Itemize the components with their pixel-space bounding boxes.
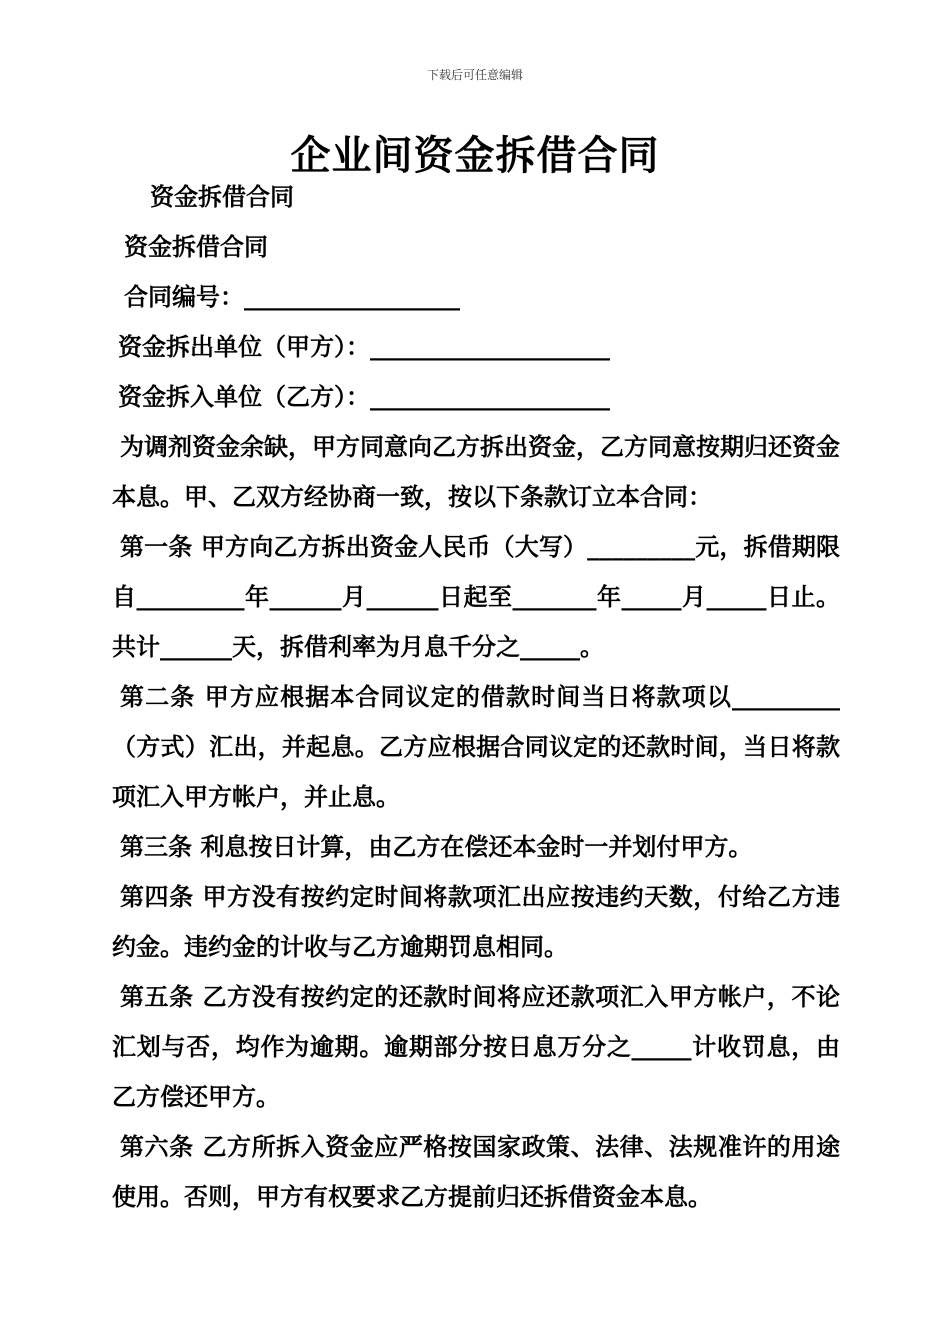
article-3: 第三条 利息按日计算，由乙方在偿还本金时一并划付甲方。 bbox=[120, 833, 753, 861]
article-2: 第二条 甲方应根据本合同议定的借款时间当日将款项以_________（方式）汇出，并起息。乙方应根据合同议定的还款时间，当日将款项汇入甲方帐户，并止息。 bbox=[112, 683, 840, 811]
header-note: 下载后可任意编辑 bbox=[426, 68, 523, 82]
document-subtitle: 资金拆借合同 bbox=[150, 183, 294, 211]
party-b-line: 资金拆入单位（乙方）：____________________ bbox=[118, 383, 610, 411]
document-title: 企业间资金拆借合同 bbox=[290, 133, 660, 179]
document-body bbox=[112, 172, 840, 1222]
article-6: 第六条 乙方所拆入资金应严格按国家政策、法律、法规准许的用途使用。否则，甲方有权要求乙方提前归还拆借资金本息。 bbox=[112, 1133, 840, 1211]
preamble-paragraph: 为调剂资金余缺，甲方同意向乙方拆出资金，乙方同意按期归还资金本息。甲、乙双方经协商一致，按以下条款订立本合同： bbox=[112, 433, 840, 511]
contract-heading: 资金拆借合同 bbox=[124, 233, 268, 261]
article-4: 第四条 甲方没有按约定时间将款项汇出应按违约天数，付给乙方违约金。违约金的计收与乙方逾期罚息相同。 bbox=[112, 883, 840, 961]
article-5: 第五条 乙方没有按约定的还款时间将应还款项汇入甲方帐户，不论汇划与否，均作为逾期。逾期部分按日息万分之_____计收罚息，由乙方偿还甲方。 bbox=[112, 983, 840, 1111]
article-1: 第一条 甲方向乙方拆出资金人民币（大写）_________元，拆借期限自_________年______月______日起至_______年_____月_____日止。共计______天，拆借利率为月息千分之_____。 bbox=[112, 533, 840, 661]
contract-number-line: 合同编号：__________________ bbox=[124, 283, 460, 311]
party-a-line: 资金拆出单位（甲方）：____________________ bbox=[118, 333, 610, 361]
